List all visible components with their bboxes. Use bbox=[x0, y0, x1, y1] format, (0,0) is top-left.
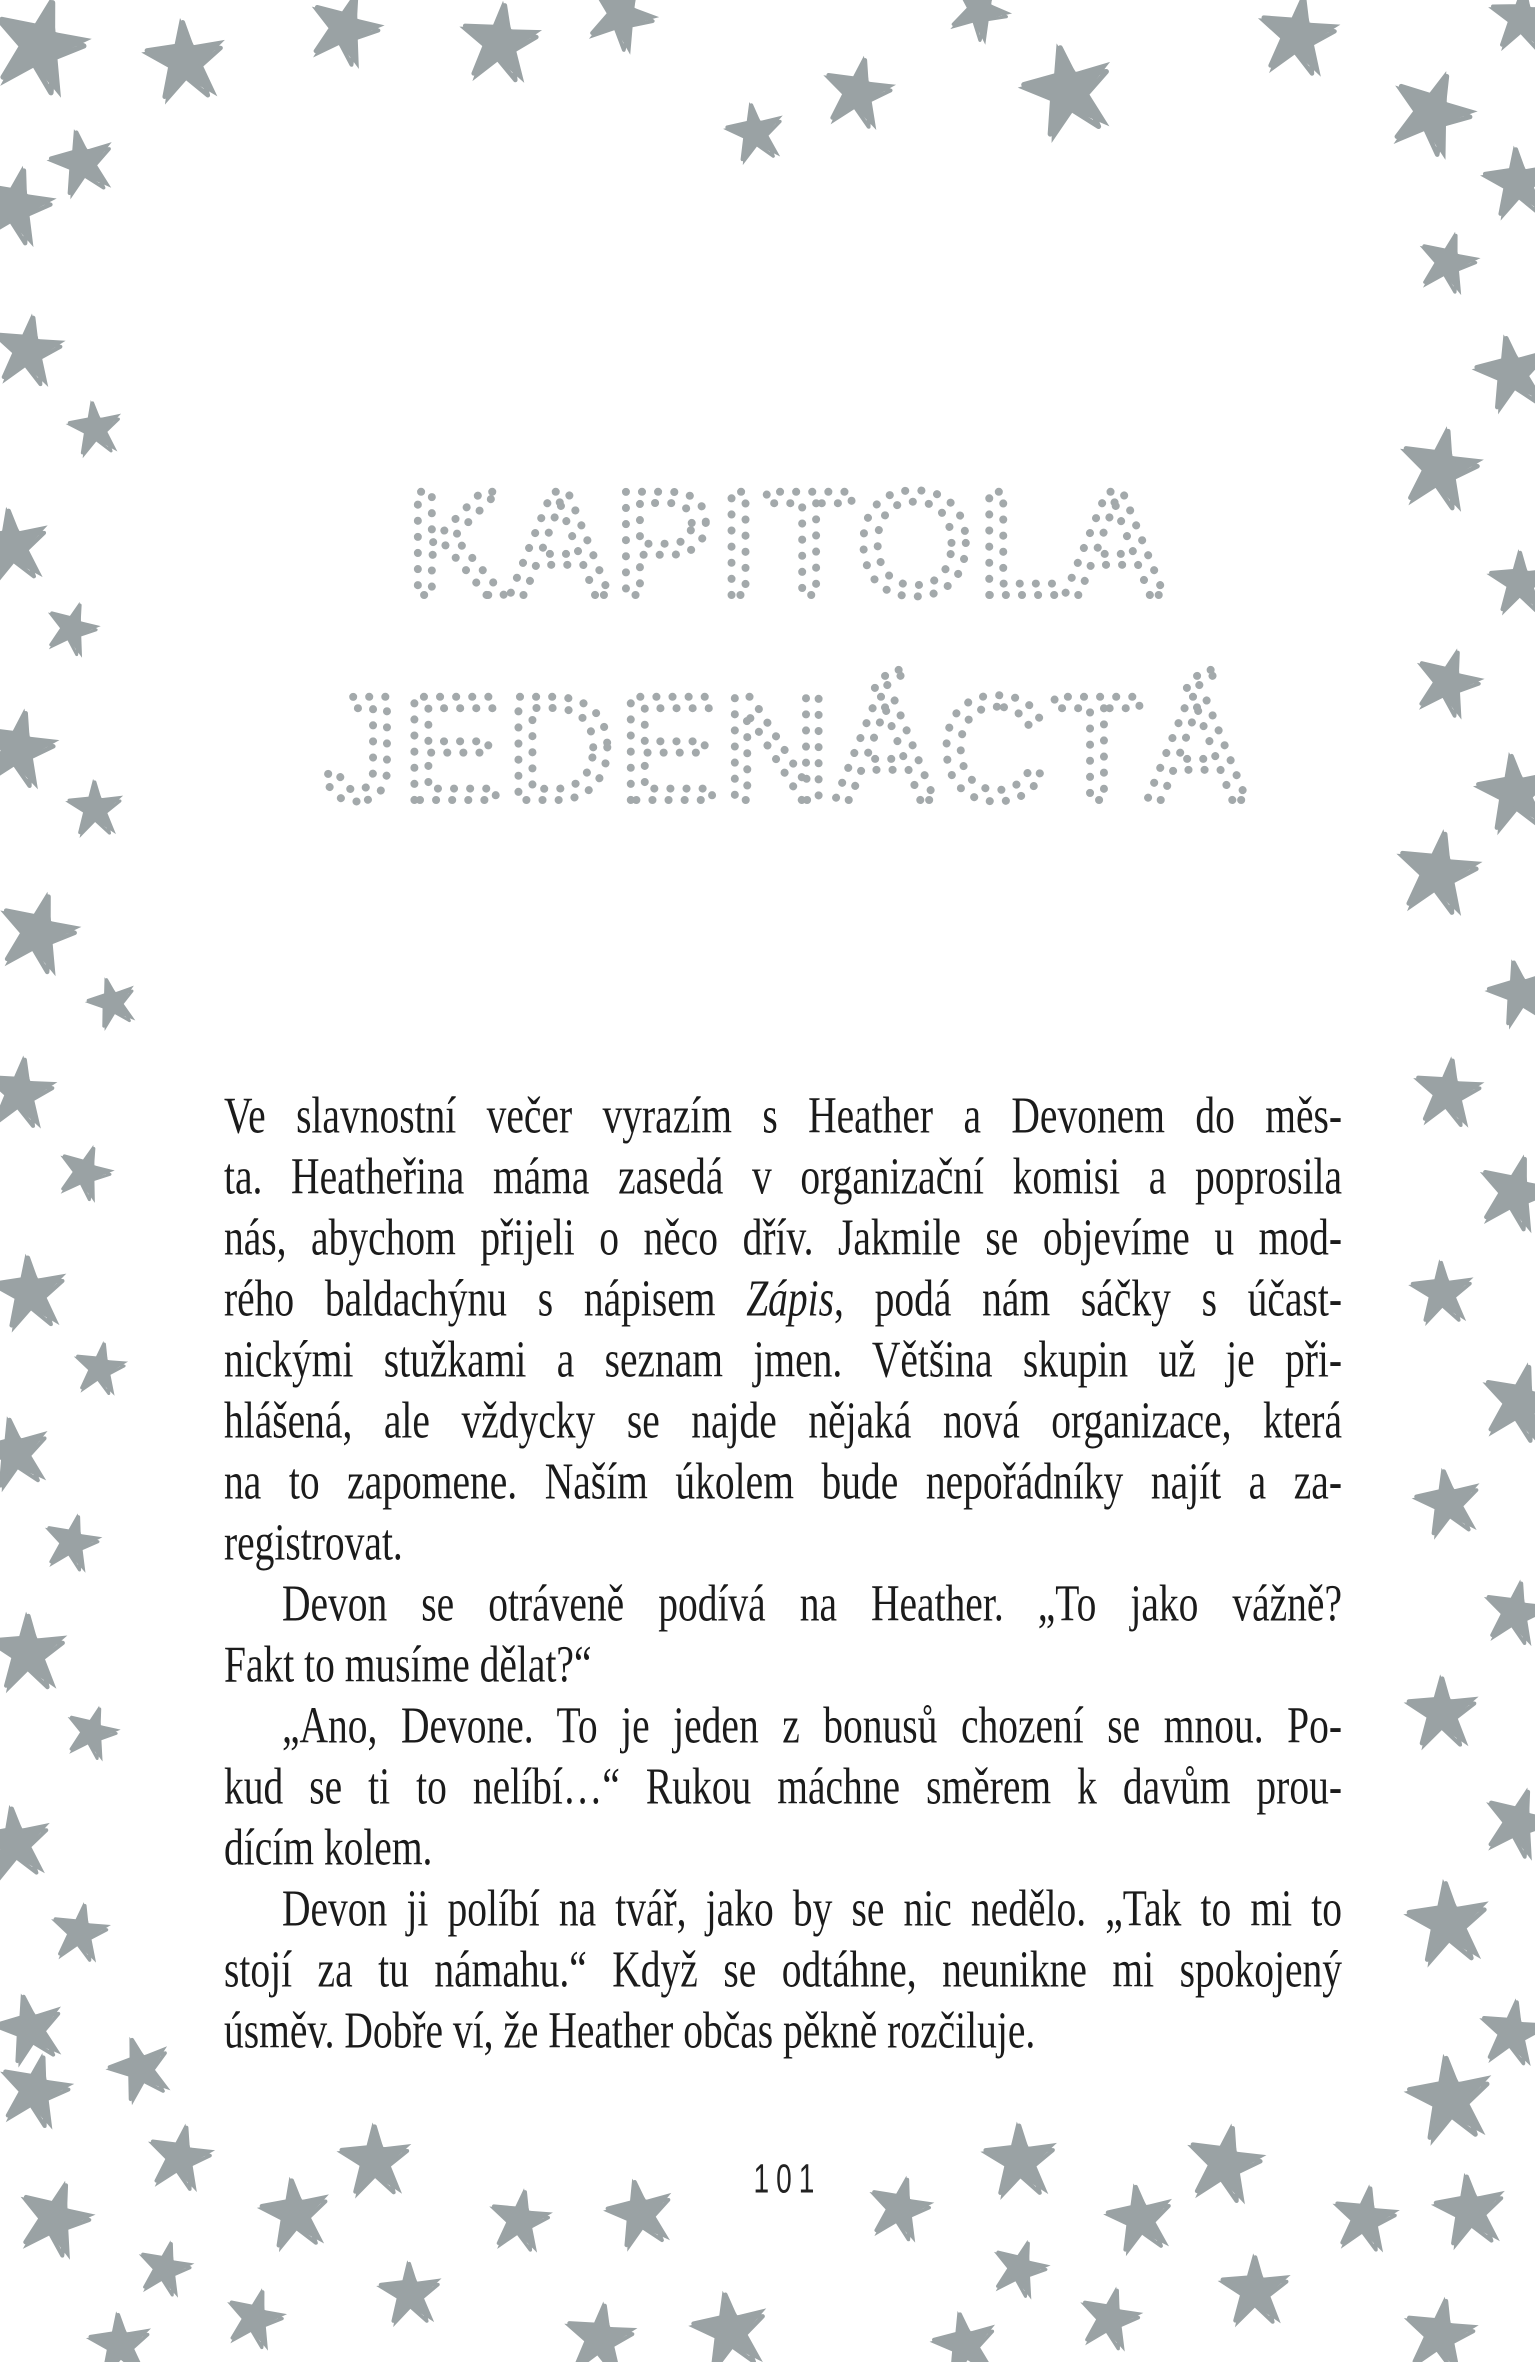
body-text bbox=[224, 1086, 1342, 2062]
star-icon bbox=[47, 1899, 113, 1964]
star-icon bbox=[719, 96, 791, 168]
text-line: Devon ji políbí na tvář, jako by se nic nedělo. „Tak to mi to bbox=[282, 1880, 1342, 1938]
star-icon bbox=[940, 0, 1021, 50]
text-line: rého baldachýnu s nápisem Zápis, podá nám sáčky s účast- bbox=[224, 1270, 1342, 1328]
star-icon bbox=[0, 883, 87, 980]
text-line: úsměv. Dobře ví, že Heather občas pěkně rozčiluje. bbox=[224, 2002, 1036, 2060]
page-number: 101 bbox=[753, 2155, 822, 2202]
star-icon bbox=[70, 1338, 130, 1397]
star-icon bbox=[38, 1508, 105, 1575]
star-icon bbox=[50, 1137, 120, 1206]
star-icon bbox=[1407, 1461, 1489, 1543]
star-icon bbox=[457, 0, 544, 85]
text-line: stojí za tu námahu.“ Když se odtáhne, neunikne mi spokojený bbox=[224, 1941, 1342, 1999]
star-icon bbox=[137, 12, 232, 107]
star-icon bbox=[1399, 1873, 1497, 1970]
star-icon bbox=[683, 2283, 778, 2362]
star-icon bbox=[0, 1984, 74, 2072]
star-icon bbox=[985, 2233, 1055, 2303]
chapter-title-line1: KAPITOLA bbox=[405, 459, 1169, 627]
star-icon bbox=[1473, 1355, 1535, 1448]
star-icon bbox=[0, 2046, 79, 2132]
star-icon bbox=[0, 1248, 73, 1334]
star-icon bbox=[1475, 1995, 1535, 2068]
star-icon bbox=[1475, 1779, 1535, 1865]
star-icon bbox=[219, 2282, 291, 2354]
star-icon bbox=[1410, 1054, 1486, 1129]
star-icon bbox=[79, 969, 144, 1034]
text-line: nás, abychom přijeli o něco dřív. Jakmile se objevíme u mod- bbox=[224, 1209, 1342, 1267]
text-line: registrovat. bbox=[224, 1514, 403, 1572]
star-icon bbox=[0, 1408, 59, 1496]
star-icon bbox=[1477, 141, 1535, 223]
chapter-title bbox=[0, 400, 1535, 850]
text-line: na to zapomene. Naším úkolem bude nepořádníky najít a za- bbox=[224, 1453, 1342, 1511]
star-icon bbox=[83, 2307, 157, 2362]
star-icon bbox=[1469, 1146, 1535, 1237]
star-icon bbox=[1009, 31, 1126, 147]
star-icon bbox=[1216, 2251, 1294, 2328]
star-icon bbox=[0, 310, 68, 389]
text-line: „Ano, Devone. To je jeden z bonusů chození se mnou. Po- bbox=[282, 1697, 1342, 1755]
star-icon bbox=[0, 1609, 71, 1694]
star-icon bbox=[1378, 58, 1487, 166]
text-line: dícím kolem. bbox=[224, 1819, 433, 1877]
star-icon bbox=[1488, 0, 1535, 51]
star-icon bbox=[1398, 2046, 1501, 2149]
text-line: hlášená, ale vždycky se najde nějaká nová organizace, která bbox=[224, 1392, 1342, 1450]
star-icon bbox=[924, 2303, 1006, 2362]
star-icon bbox=[374, 2257, 446, 2329]
star-icon bbox=[8, 2171, 101, 2264]
star-icon bbox=[0, 0, 99, 103]
star-icon bbox=[1478, 1575, 1535, 1649]
star-icon bbox=[1399, 2293, 1482, 2362]
star-icon bbox=[0, 1053, 59, 1130]
star-icon bbox=[1073, 2281, 1147, 2354]
text-line: Devon se otráveně podívá na Heather. „To jako vážně? bbox=[282, 1575, 1342, 1633]
text-line: kud se ti to nelíbí…“ Rukou máchne směrem k davům prou- bbox=[224, 1758, 1342, 1816]
star-icon bbox=[1426, 2166, 1513, 2252]
star-icon bbox=[576, 0, 667, 60]
star-icon bbox=[817, 51, 900, 133]
chapter-title-line2: JEDENÁCTÁ bbox=[323, 664, 1251, 832]
text-line: Ve slavnostní večer vyrazím s Heather a Devonem do měs- bbox=[224, 1087, 1342, 1145]
star-icon bbox=[0, 159, 61, 251]
star-icon bbox=[1406, 1256, 1478, 1328]
star-icon bbox=[59, 1699, 125, 1765]
star-icon bbox=[132, 2235, 197, 2300]
star-icon bbox=[1253, 0, 1343, 79]
star-icon bbox=[1478, 950, 1535, 1033]
text-line: ta. Heatheřina máma zasedá v organizační komisi a poprosila bbox=[224, 1148, 1342, 1206]
text-line: Fakt to musíme dělat?“ bbox=[224, 1636, 592, 1694]
star-icon bbox=[0, 1798, 58, 1884]
text-line: nickými stužkami a seznam jmen. Většina skupin už je při- bbox=[224, 1331, 1342, 1389]
star-icon bbox=[41, 121, 124, 203]
star-icon bbox=[299, 0, 391, 73]
star-icon bbox=[1402, 1672, 1482, 1751]
star-icon bbox=[1411, 225, 1484, 298]
star-icon bbox=[98, 2026, 182, 2110]
star-icon bbox=[561, 2299, 639, 2362]
